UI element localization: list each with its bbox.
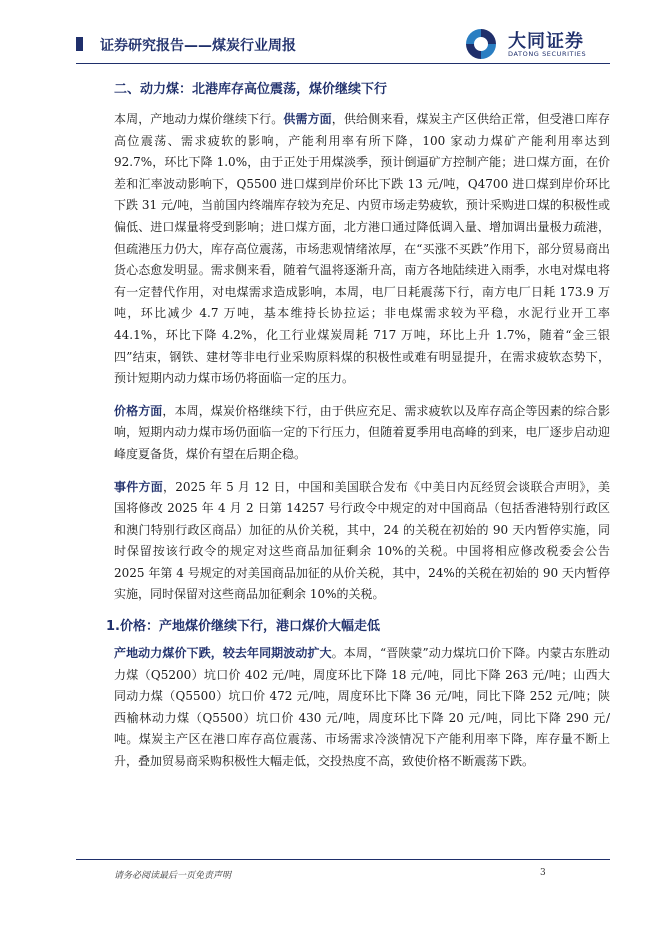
para1-lead: 本周，产地动力煤价继续下行。 [114, 112, 284, 126]
section-title: 二、动力煤：北港库存高位震荡，煤价继续下行 [114, 82, 388, 97]
footer-divider [76, 859, 610, 860]
price-label: 价格方面 [114, 403, 163, 418]
pithead-price-label: 产地动力煤价下跌，较去年同期波动扩大 [114, 646, 332, 661]
para1-text: ，供给侧来看，煤炭主产区供给正常，但受港口库存高位震荡、需求疲软的影响，产能利用率有所下降，100 家动力煤矿产能利用率达到 92.7%，环比下降 1.0%，由于正处于用煤淡季，预计倒逼矿方控制产能；进口煤方面，在价差和汇率波动影响下，Q5500 进口煤到岸价环比下跌 13 元/吨，Q4700 进口煤到岸价环比下跌 31 元/吨，当前国内终端库存较为充足、内贸市场走势疲软，预计采购进口煤的积极性或偏低、进口煤量将受到影响；进口煤方面，北方港口通过降低调入量、增加调出量极力疏港，但疏港压力仍大，库存高位震荡，市场悲观情绪浓厚，在“买涨不买跌”作用下，部分贸易商出货心态愈发明显。需求侧来看，随着气温将逐渐升高，南方各地陆续进入雨季，水电对煤电将有一定替代作用，对电煤需求造成影响，本周，电厂日耗震荡下行，南方电厂日耗 173.9 万吨，环比减少 4.7 万吨，基本维持长协拉运；非电煤需求较为平稳，水泥行业开工率 44.1%，环比下降 4.2%，化工行业煤炭周耗 717 万吨，环比上升 1.7%，随着“金三银四”结束，钢铁、建材等非电行业采购原料煤的积极性或难有明显提升，在需求疲软态势下，预计短期内动力煤市场仍将面临一定的压力。 [114, 112, 610, 386]
header-divider [76, 63, 610, 64]
pithead-price-paragraph [114, 643, 610, 773]
disclaimer-note: 请务必阅读最后一页免责声明 [114, 871, 232, 881]
pithead-price-text: 。本周，“晋陕蒙”动力煤坑口价下降。内蒙古东胜动力煤（Q5200）坑口价 402 元/吨，周度环比下降 18 元/吨，同比下降 263 元/吨；山西大同动力煤（Q5500）坑口价 472 元/吨，周度环比下降 36 元/吨，同比下降 252 元/吨；陕西榆林动力煤（Q5500）坑口价 430 元/吨，周度环比下降 20 元/吨，同比下降 290 元/吨。煤炭主产区在港口库存高位震荡、市场需求冷淡情况下产能利用率下降，库存量不断上升，叠加贸易商采购积极性大幅走低，交投热度不高，致使价格不断震荡下跌。 [114, 646, 610, 769]
para3-text: ，2025 年 5 月 12 日，中国和美国联合发布《中美日内瓦经贸会谈联合声明》，美国将修改 2025 年 4 月 2 日第 14257 号行政令中规定的对中国商品（包括香港特别行政区和澳门特别行政区商品）加征的从价关税，其中，24 的关税在初始的 90 天内暂停实施，同时保留按该行政令的规定对这些商品加征剩余 10%的关税。中国将相应修改税委会公告 2025 年第 4 号规定的对美国商品加征的从价关税，其中，24%的关税在初始的 90 天内暂停实施，同时保留对这些商品加征剩余 10%的关税。 [114, 479, 610, 602]
event-label: 事件方面 [114, 479, 163, 494]
subsection-title: 1.价格：产地煤价继续下行，港口煤价大幅走低 [106, 619, 380, 635]
page-number: 3 [540, 868, 546, 878]
report-title: 证券研究报告——煤炭行业周报 [100, 38, 296, 54]
header-marker [76, 37, 83, 51]
para2-text: ，本周，煤炭价格继续下行，由于供应充足、需求疲软以及库存高企等因素的综合影响，短期内动力煤市场仍面临一定的下行压力，但随着夏季用电高峰的到来，电厂逐步启动迎峰度夏备货，煤价有望在后期企稳。 [114, 403, 610, 461]
event-paragraph [114, 477, 610, 607]
supply-demand-paragraph [114, 109, 610, 390]
supply-demand-label: 供需方面 [283, 112, 332, 126]
logo-chinese-name: 大同证券 [508, 31, 584, 52]
company-logo [464, 26, 610, 62]
datong-logo-icon [464, 27, 498, 61]
report-body [106, 80, 610, 784]
logo-english-name: DATONG SECURITIES [508, 50, 587, 58]
price-paragraph [114, 401, 610, 466]
report-header [76, 26, 610, 62]
